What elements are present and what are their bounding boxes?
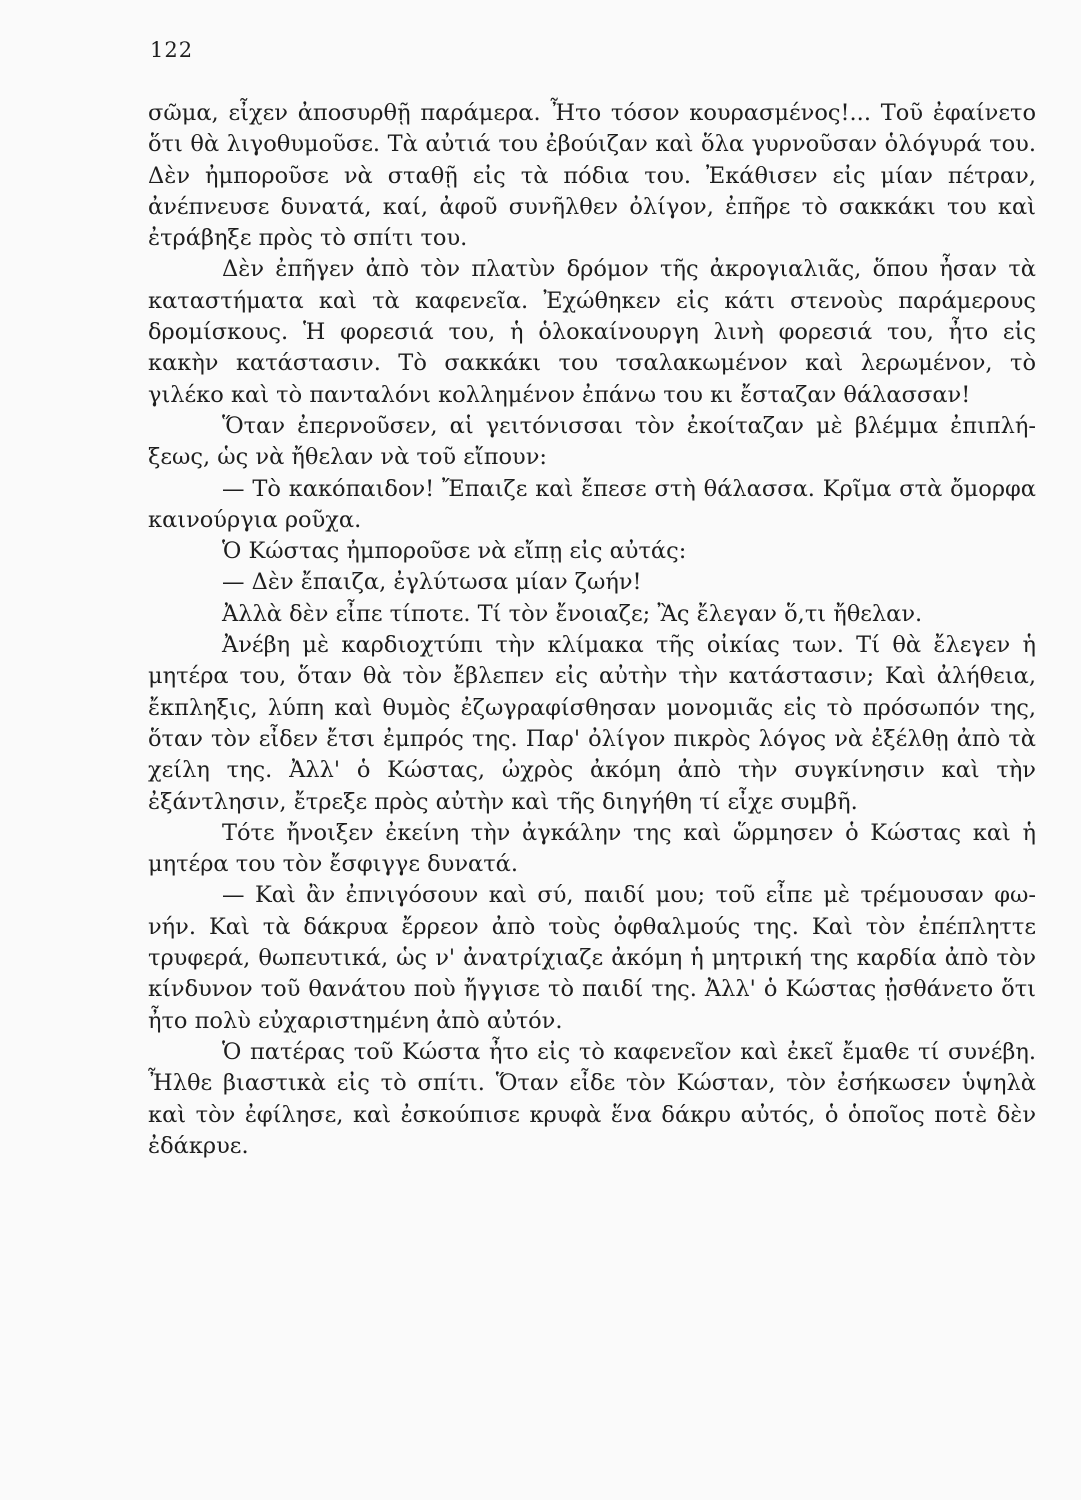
dialogue-line: — Καὶ ἂν ἐπνιγόσουν καὶ σύ, παιδί μου; τοῦ εἶπε μὲ τρέμουσαν φωνήν. Καὶ τὰ δάκρυα ἔρρεον ἀπὸ τοὺς ὀφθαλμούς της. Καὶ τὸν ἐπέπληττε τρυφερά, θωπευτικά, ὡς ν' ἀνατρίχιαζε ἀκόμη ἡ μητρική της καρδία ἀπὸ τὸν κίνδυνον τοῦ θανάτου ποὺ ἤγγισε τὸ παιδί της. Ἀλλ' ὁ Κώστας ᾐσθάνετο ὅτι ἦτο πολὺ εὐχαριστημένη ἀπὸ αὐτόν.	[148, 882, 1036, 1034]
paragraph: Τότε ἤνοιξεν ἐκείνη τὴν ἀγκάλην της καὶ ὥρμησεν ὁ Κώστας καὶ ἡ μητέρα του τὸν ἔσφιγγε δυνατά.	[148, 819, 1036, 878]
page-number: 122	[150, 38, 194, 62]
paragraph: σῶμα, εἶχεν ἀποσυρθῇ παράμερα. Ἦτο τόσον κουρασμένος!... Τοῦ ἐφαίνετο ὅτι θὰ λιγοθυμοῦσε. Τὰ αὐτιά του ἐβούιζαν καὶ ὅλα γυρνοῦσαν ὁλόγυρά του. Δὲν ἠμποροῦσε νὰ σταθῇ εἰς τὰ πόδια του. Ἐκάθισεν εἰς μίαν πέτραν, ἀνέπνευσε δυνατά, καί, ἀφοῦ συνῆλθεν ὀλίγον, ἐπῆρε τὸ σακκάκι του καὶ ἐτράβηξε πρὸς τὸ σπίτι του.	[148, 100, 1036, 252]
paragraph: Ἀνέβη μὲ καρδιοχτύπι τὴν κλίμακα τῆς οἰκίας των. Τί θὰ ἔλεγεν ἡ μητέρα του, ὅταν θὰ τὸν ἔβλεπεν εἰς αὐτὴν τὴν κατάστασιν; Καὶ ἀλήθεια, ἔκπληξις, λύπη καὶ θυμὸς ἐζωγραφίσθησαν μονομιᾶς εἰς τὸ πρόσωπόν της, ὅταν τὸν εἶδεν ἔτσι ἐμπρός της. Παρ' ὀλίγον πικρὸς λόγος νὰ ἐξέλθῃ ἀπὸ τὰ χείλη της. Ἀλλ' ὁ Κώστας, ὠχρὸς ἀκόμη ἀπὸ τὴν συγκίνησιν καὶ τὴν ἐξάντλησιν, ἔτρεξε πρὸς αὐτὴν καὶ τῆς διηγήθη τί εἶχε συμβῆ.	[148, 632, 1036, 815]
dialogue-line: — Τὸ κακόπαιδον! Ἔπαιζε καὶ ἔπεσε στὴ θάλασσα. Κρῖμα στὰ ὄμορφα καινούργια ροῦχα.	[148, 475, 1036, 533]
body-text	[148, 98, 1036, 1162]
paragraph: Ὅταν ἐπερνοῦσεν, αἱ γειτόνισσαι τὸν ἐκοίταζαν μὲ βλέμμα ἐπιπλήξεως, ὡς νὰ ἤθελαν νὰ τοῦ εἴπουν:	[148, 412, 1036, 471]
dialogue-line: — Δὲν ἔπαιζα, ἐγλύτωσα μίαν ζωήν!	[222, 569, 642, 596]
paragraph: Ὁ πατέρας τοῦ Κώστα ἦτο εἰς τὸ καφενεῖον καὶ ἐκεῖ ἔμαθε τί συνέβη. Ἦλθε βιαστικὰ εἰς τὸ σπίτι. Ὅταν εἶδε τὸν Κώσταν, τὸν ἐσήκωσεν ὑψηλὰ καὶ τὸν ἐφίλησε, καὶ ἐσκούπισε κρυφὰ ἕνα δάκρυ αὐτός, ὁ ὁποῖος ποτὲ δὲν ἐδάκρυε.	[148, 1038, 1036, 1159]
paragraph: Ἀλλὰ δὲν εἶπε τίποτε. Τί τὸν ἔνοιαζε; Ἂς ἔλεγαν ὅ,τι ἤθελαν.	[222, 600, 923, 627]
paragraph: Ὁ Κώστας ἠμποροῦσε νὰ εἴπῃ εἰς αὐτάς:	[222, 538, 687, 565]
paragraph: Δὲν ἐπῆγεν ἀπὸ τὸν πλατὺν δρόμον τῆς ἀκρογιαλιᾶς, ὅπου ἦσαν τὰ καταστήματα καὶ τὰ καφενεῖα. Ἐχώθηκεν εἰς κάτι στενοὺς παράμερους δρομίσκους. Ἡ φορεσιά του, ἡ ὁλοκαίνουργη λινὴ φορεσιά του, ἦτο εἰς κακὴν κατάστασιν. Τὸ σακκάκι του τσαλακωμένον καὶ λερωμένον, τὸ γιλέκο καὶ τὸ πανταλόνι κολλημένον ἐπάνω του κι ἔσταζαν θάλασσαν!	[148, 256, 1036, 408]
